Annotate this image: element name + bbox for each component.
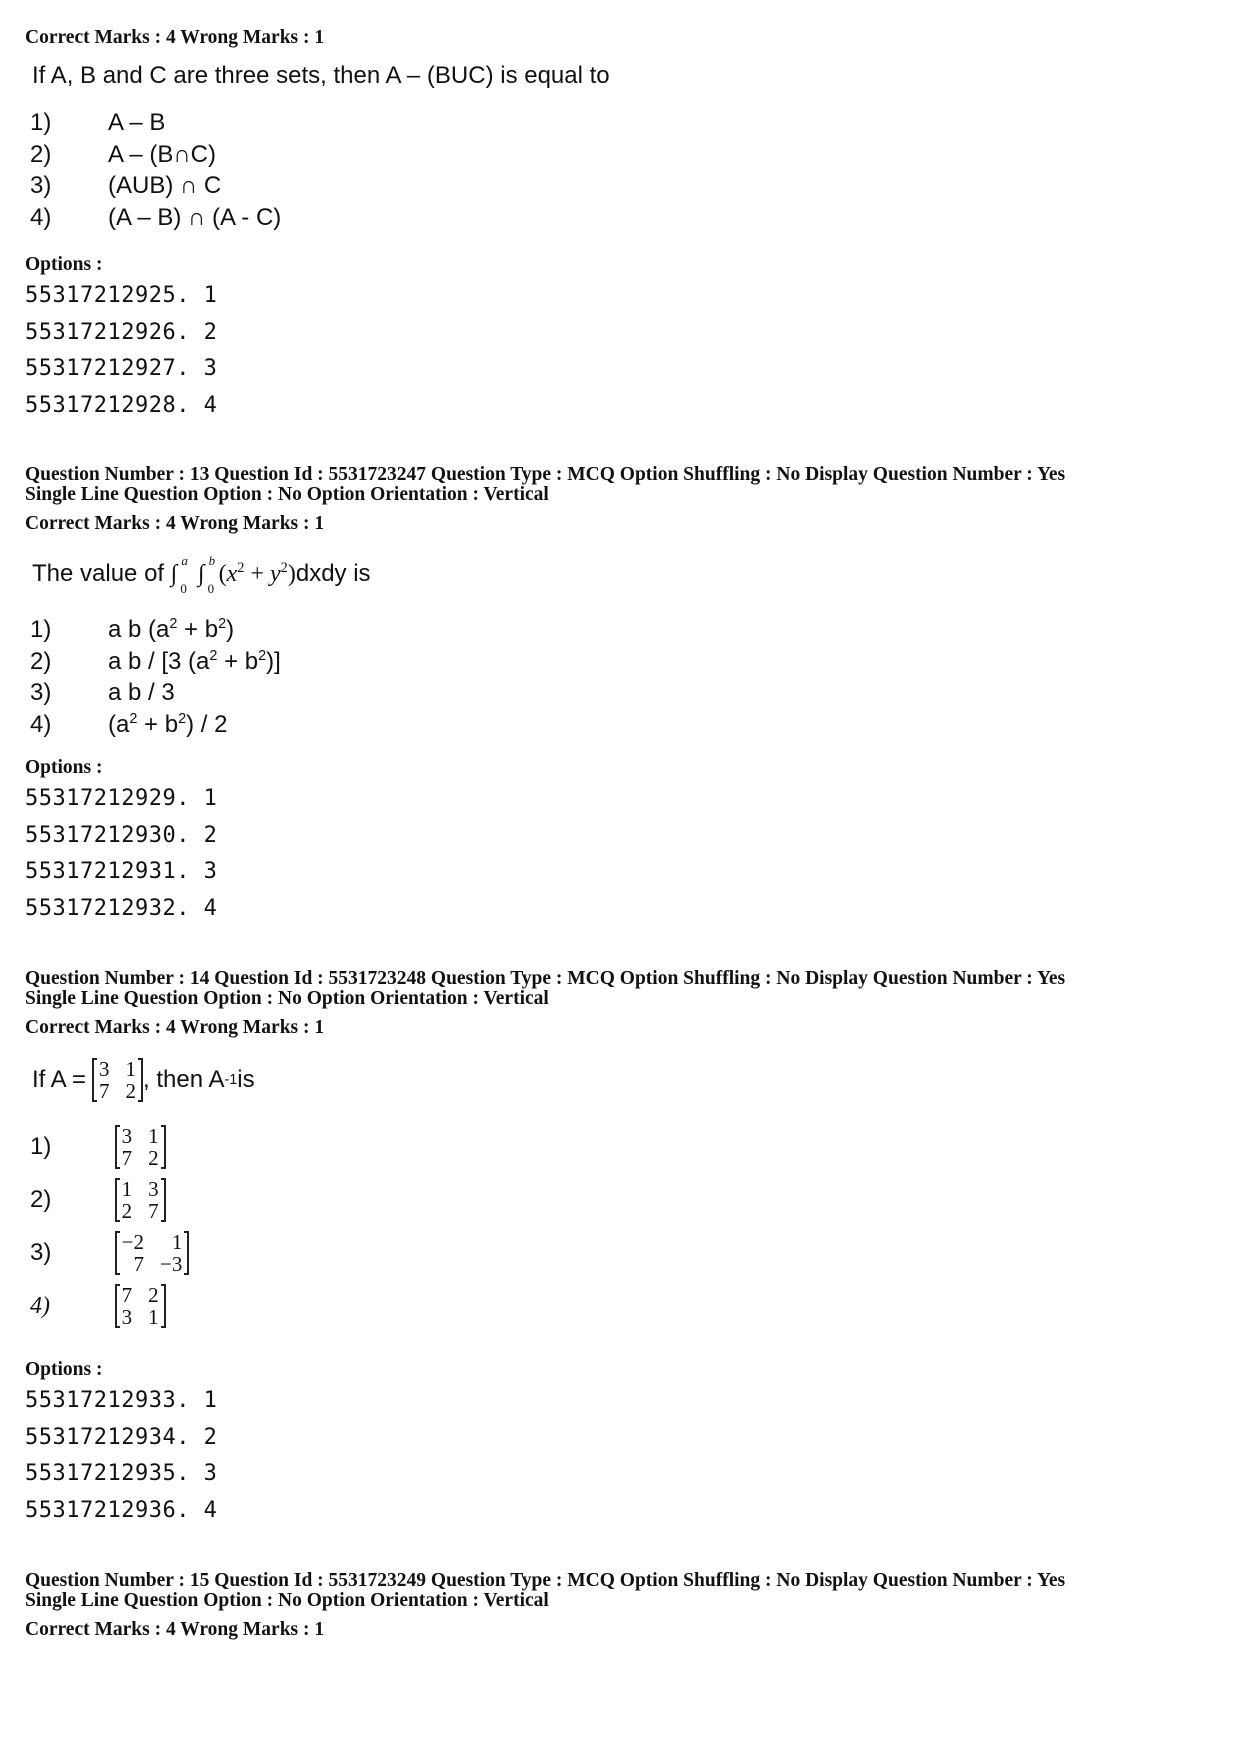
matrix: 3 1 7 2 [115,1125,166,1169]
q13-option-ids [25,781,217,927]
q13-marks: Correct Marks : 4 Wrong Marks : 1 [25,513,325,534]
q13-choice-1: 1) a b $(a^2 + b^2)$ [30,616,235,643]
q15-header-line2: Single Line Question Option : No Option Orientation : Vertical [25,1590,549,1611]
q12-choice-4: 4) (A – B) ∩ (A - C) [30,203,282,231]
matrix: −2 1 7 −3 [115,1231,190,1275]
q14-choice-3: 3) −2 1 7 −3 [30,1231,189,1275]
option-id-row: 55317212926. 2 [25,319,218,345]
q15-header-line1: Question Number : 15 Question Id : 5531723249 Question Type : MCQ Option Shuffling : No Display Question Number : Yes [25,1570,1066,1591]
q12-marks: Correct Marks : 4 Wrong Marks : 1 [25,27,325,48]
q13-choice-list [30,614,281,740]
q13-header-line2: Single Line Question Option : No Option Orientation : Vertical [25,484,549,505]
q13-choice-4: 4) $(a^2 + b^2) / 2$ [30,710,228,738]
option-id-row: 55317212934. 2 [25,1424,218,1450]
q14-header-line1: Question Number : 14 Question Id : 5531723248 Question Type : MCQ Option Shuffling : No Display Question Number : Yes [25,968,1066,989]
q14-choice-4: 4) 7 2 3 1 [30,1284,166,1328]
q14-choice-1: 1) 3 1 7 2 [30,1125,166,1169]
q12-choice-2: 2) A – (B∩C) [30,140,216,168]
q14-options-label: Options : [25,1359,103,1380]
q12-choice-list [30,107,281,233]
option-id-row: 55317212927. 3 [25,356,218,381]
q12-choice-1: 1) A – B [30,109,166,136]
q12-options-label: Options : [25,254,103,275]
option-id-row: 55317212932. 4 [25,895,218,921]
matrix-A: 3 1 7 2 [92,1058,143,1102]
option-id-row: 55317212929. 1 [25,786,218,811]
q13-question-text: The value of ∫ a 0 ∫ b 0 ($x^2$ + $y^2)dxdy$ is [32,552,371,596]
q14-option-ids [25,1383,217,1529]
q12-option-ids [25,278,217,424]
option-id-row: 55317212933. 1 [25,1388,218,1413]
option-id-row: 55317212931. 3 [25,859,218,884]
q14-question-text: If A = 3 1 7 2 , then A -1 is [32,1057,255,1103]
q12-choice-3: 3) (AUB) ∩ C [30,172,222,199]
integral-sign: ∫ [198,561,205,587]
q12-question-text: If A, B and C are three sets, then A – (BUC) is equal to [32,62,610,89]
option-id-row: 55317212928. 4 [25,392,218,418]
matrix: 7 2 3 1 [115,1284,166,1328]
q15-marks: Correct Marks : 4 Wrong Marks : 1 [25,1619,325,1640]
q13-header-line1: Question Number : 13 Question Id : 5531723247 Question Type : MCQ Option Shuffling : No Display Question Number : Yes [25,464,1066,485]
q13-choice-3: 3) a b / 3 [30,679,175,706]
q13-choice-2: 2) a b / [3 $(a^2 + b^2)$] [30,647,281,675]
option-id-row: 55317212925. 1 [25,283,218,308]
matrix: 1 3 2 7 [115,1178,166,1222]
q14-marks: Correct Marks : 4 Wrong Marks : 1 [25,1017,325,1038]
option-id-row: 55317212935. 3 [25,1461,218,1486]
q14-choice-2: 2) 1 3 2 7 [30,1178,166,1222]
integral-sign: ∫ [170,561,178,587]
option-id-row: 55317212936. 4 [25,1497,218,1523]
integrand: $(x^2 + y^2)$ [218,560,296,587]
q13-options-label: Options : [25,757,103,778]
q14-header-line2: Single Line Question Option : No Option Orientation : Vertical [25,988,549,1009]
option-id-row: 55317212930. 2 [25,822,218,848]
